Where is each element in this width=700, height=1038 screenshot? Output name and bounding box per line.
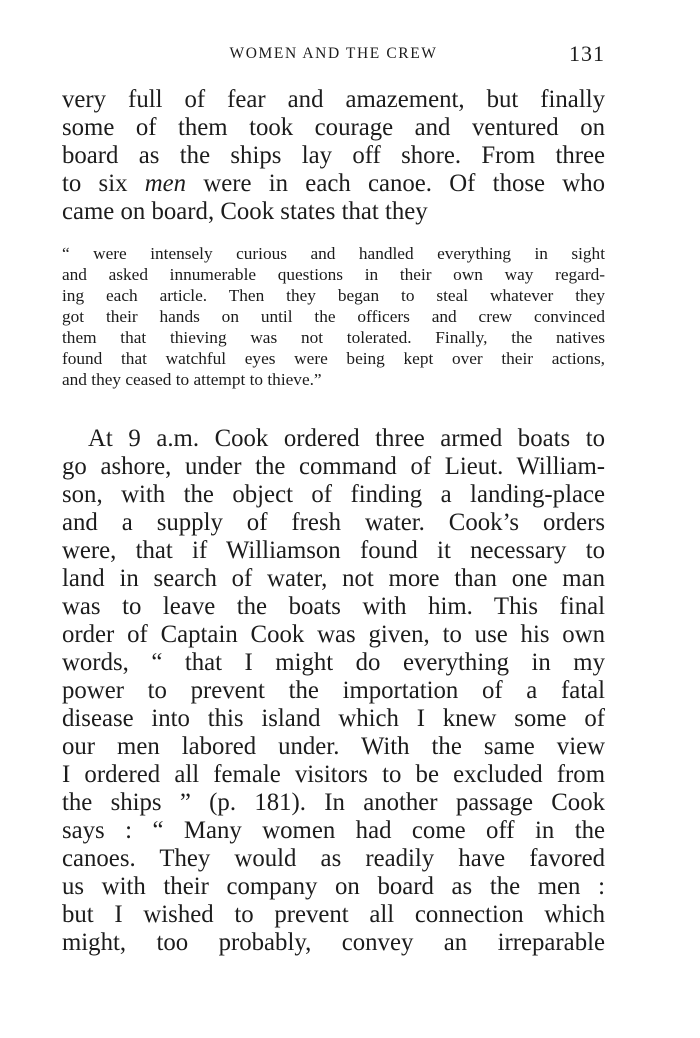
quote-line: ing each article. Then they began to steal whatever they [62,286,605,305]
text-line: I ordered all female visitors to be excluded from [62,761,605,788]
quote-line: them that thieving was not tolerated. Finally, the natives [62,328,605,347]
text-line: words, “ that I might do everything in my [62,649,605,676]
running-head [62,43,605,69]
text-line: us with their company on board as the men : [62,873,605,900]
text-line: very full of fear and amazement, but finally [62,86,605,113]
page-number: 131 [569,41,605,66]
quote-line: and they ceased to attempt to thieve.” [62,370,322,389]
text-line: but I wished to prevent all connection which [62,901,605,928]
running-title: WOMEN AND THE CREW [229,45,438,62]
text-line: At 9 a.m. Cook ordered three armed boats to [88,425,605,452]
text-line: our men labored under. With the same view [62,733,605,760]
text-line: go ashore, under the command of Lieut. William- [62,453,605,480]
text-line: board as the ships lay off shore. From three [62,142,605,169]
quote-line: found that watchful eyes were being kept over their actions, [62,349,605,368]
text-line [62,170,605,198]
quote-line: and asked innumerable questions in their own way regard- [62,265,605,284]
text-line: son, with the object of finding a landing-place [62,481,605,508]
text-line: land in search of water, not more than one man [62,565,605,592]
text-line: was to leave the boats with him. This final [62,593,605,620]
text-line: were, that if Williamson found it necessary to [62,537,605,564]
quote-line: “ were intensely curious and handled everything in sight [62,244,605,263]
quote-line: got their hands on until the officers and crew convinced [62,307,605,326]
text-line: the ships ” (p. 181). In another passage Cook [62,789,605,816]
text-line: says : “ Many women had come off in the [62,817,605,844]
text-line: order of Captain Cook was given, to use his own [62,621,605,648]
emphasized-word: men [144,170,187,197]
text-line: and a supply of fresh water. Cook’s orders [62,509,605,536]
text-segment: were in each canoe. Of those who [186,170,605,197]
text-line: power to prevent the importation of a fatal [62,677,605,704]
text-line: might, too probably, convey an irreparable [62,929,605,956]
text-line: some of them took courage and ventured on [62,114,605,141]
text-line: disease into this island which I knew some of [62,705,605,732]
text-line: came on board, Cook states that they [62,198,428,225]
text-line: canoes. They would as readily have favored [62,845,605,872]
text-segment: to six [62,170,145,197]
